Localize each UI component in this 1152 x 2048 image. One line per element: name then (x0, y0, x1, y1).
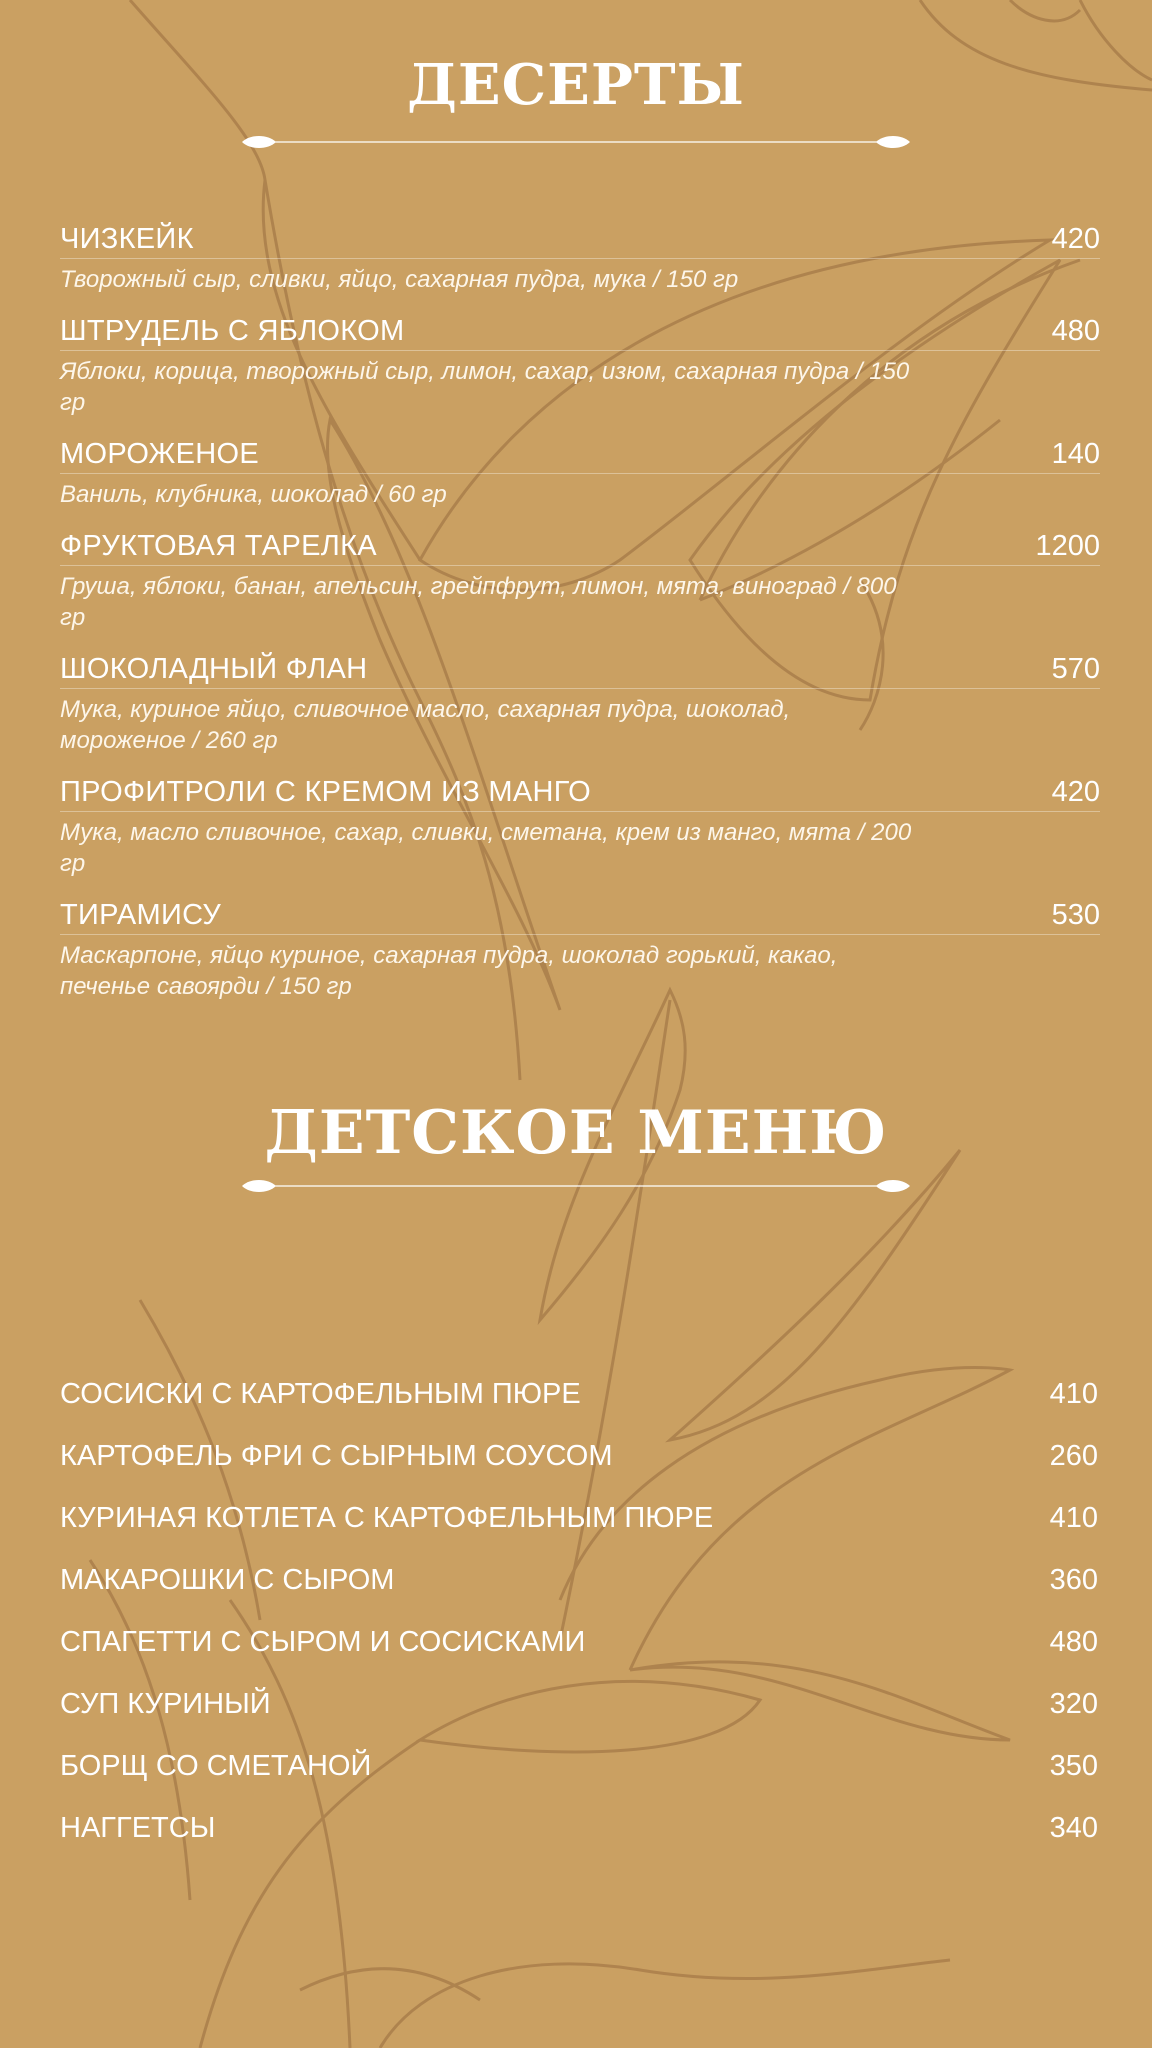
dessert-price: 480 (1051, 315, 1100, 347)
kids-item-price: 260 (1049, 1439, 1098, 1472)
desserts-title-ornament (240, 130, 912, 154)
kids-menu-list (60, 1363, 1098, 1859)
dessert-price: 1200 (1035, 530, 1100, 562)
kids-item-price: 410 (1049, 1377, 1098, 1410)
dessert-description: Яблоки, корица, творожный сыр, лимон, сахар, изюм, сахарная пудра / 150 гр (60, 358, 910, 416)
desserts-title: ДЕСЕРТЫ (407, 52, 745, 118)
dessert-name: ПРОФИТРОЛИ С КРЕМОМ ИЗ МАНГО (60, 776, 591, 808)
kids-menu-item (60, 1549, 1098, 1611)
kids-item-name: СОСИСКИ С КАРТОФЕЛЬНЫМ ПЮРЕ (60, 1377, 581, 1410)
kids-menu-item (60, 1611, 1098, 1673)
dessert-name: ТИРАМИСУ (60, 899, 222, 931)
kids-item-name: СУП КУРИНЫЙ (60, 1687, 271, 1720)
kids-item-name: КУРИНАЯ КОТЛЕТА С КАРТОФЕЛЬНЫМ ПЮРЕ (60, 1501, 714, 1534)
dessert-description: Мука, масло сливочное, сахар, сливки, сметана, крем из манго, мята / 200 гр (60, 819, 912, 877)
kids-menu-item (60, 1487, 1098, 1549)
dessert-price: 420 (1051, 223, 1100, 255)
kids-menu-title-ornament (240, 1174, 912, 1198)
kids-item-price: 320 (1049, 1687, 1098, 1720)
dessert-name: МОРОЖЕНОЕ (60, 438, 260, 470)
kids-menu-item (60, 1797, 1098, 1859)
kids-item-price: 340 (1049, 1811, 1098, 1844)
dessert-item (60, 223, 1100, 295)
kids-item-name: КАРТОФЕЛЬ ФРИ С СЫРНЫМ СОУСОМ (60, 1439, 613, 1472)
dessert-item (60, 530, 1100, 633)
dessert-name: ФРУКТОВАЯ ТАРЕЛКА (60, 530, 377, 562)
kids-item-price: 480 (1049, 1625, 1098, 1658)
dessert-description: Маскарпоне, яйцо куриное, сахарная пудра, шоколад горький, какао, печенье савоярди / 150 гр (60, 942, 838, 1000)
dessert-description: Ваниль, клубника, шоколад / 60 гр (60, 481, 447, 508)
dessert-description: Творожный сыр, сливки, яйцо, сахарная пудра, мука / 150 гр (60, 266, 739, 293)
kids-menu-item (60, 1673, 1098, 1735)
kids-menu-item (60, 1425, 1098, 1487)
kids-item-price: 410 (1049, 1501, 1098, 1534)
dessert-name: ШТРУДЕЛЬ С ЯБЛОКОМ (60, 315, 405, 347)
dessert-price: 420 (1051, 776, 1100, 808)
kids-menu-item (60, 1735, 1098, 1797)
dessert-item (60, 653, 1100, 756)
kids-item-price: 350 (1049, 1749, 1098, 1782)
kids-item-name: МАКАРОШКИ С СЫРОМ (60, 1563, 395, 1596)
dessert-item (60, 899, 1100, 1002)
dessert-price: 140 (1051, 438, 1100, 470)
kids-menu-item (60, 1363, 1098, 1425)
kids-item-name: НАГГЕТСЫ (60, 1811, 216, 1844)
desserts-list (60, 223, 1100, 1022)
dessert-item (60, 776, 1100, 879)
dessert-price: 530 (1051, 899, 1100, 931)
dessert-item (60, 438, 1100, 510)
dessert-name: ШОКОЛАДНЫЙ ФЛАН (60, 653, 368, 685)
kids-menu-title: ДЕТСКОЕ МЕНЮ (264, 1098, 888, 1168)
dessert-name: ЧИЗКЕЙК (60, 223, 194, 255)
kids-item-name: БОРЩ СО СМЕТАНОЙ (60, 1749, 372, 1782)
dessert-price: 570 (1051, 653, 1100, 685)
dessert-item (60, 315, 1100, 418)
kids-item-price: 360 (1049, 1563, 1098, 1596)
dessert-description: Груша, яблоки, банан, апельсин, грейпфрут, лимон, мята, виноград / 800 гр (60, 573, 897, 631)
kids-item-name: СПАГЕТТИ С СЫРОМ И СОСИСКАМИ (60, 1625, 586, 1658)
dessert-description: Мука, куриное яйцо, сливочное масло, сахарная пудра, шоколад, мороженое / 260 гр (60, 696, 791, 754)
